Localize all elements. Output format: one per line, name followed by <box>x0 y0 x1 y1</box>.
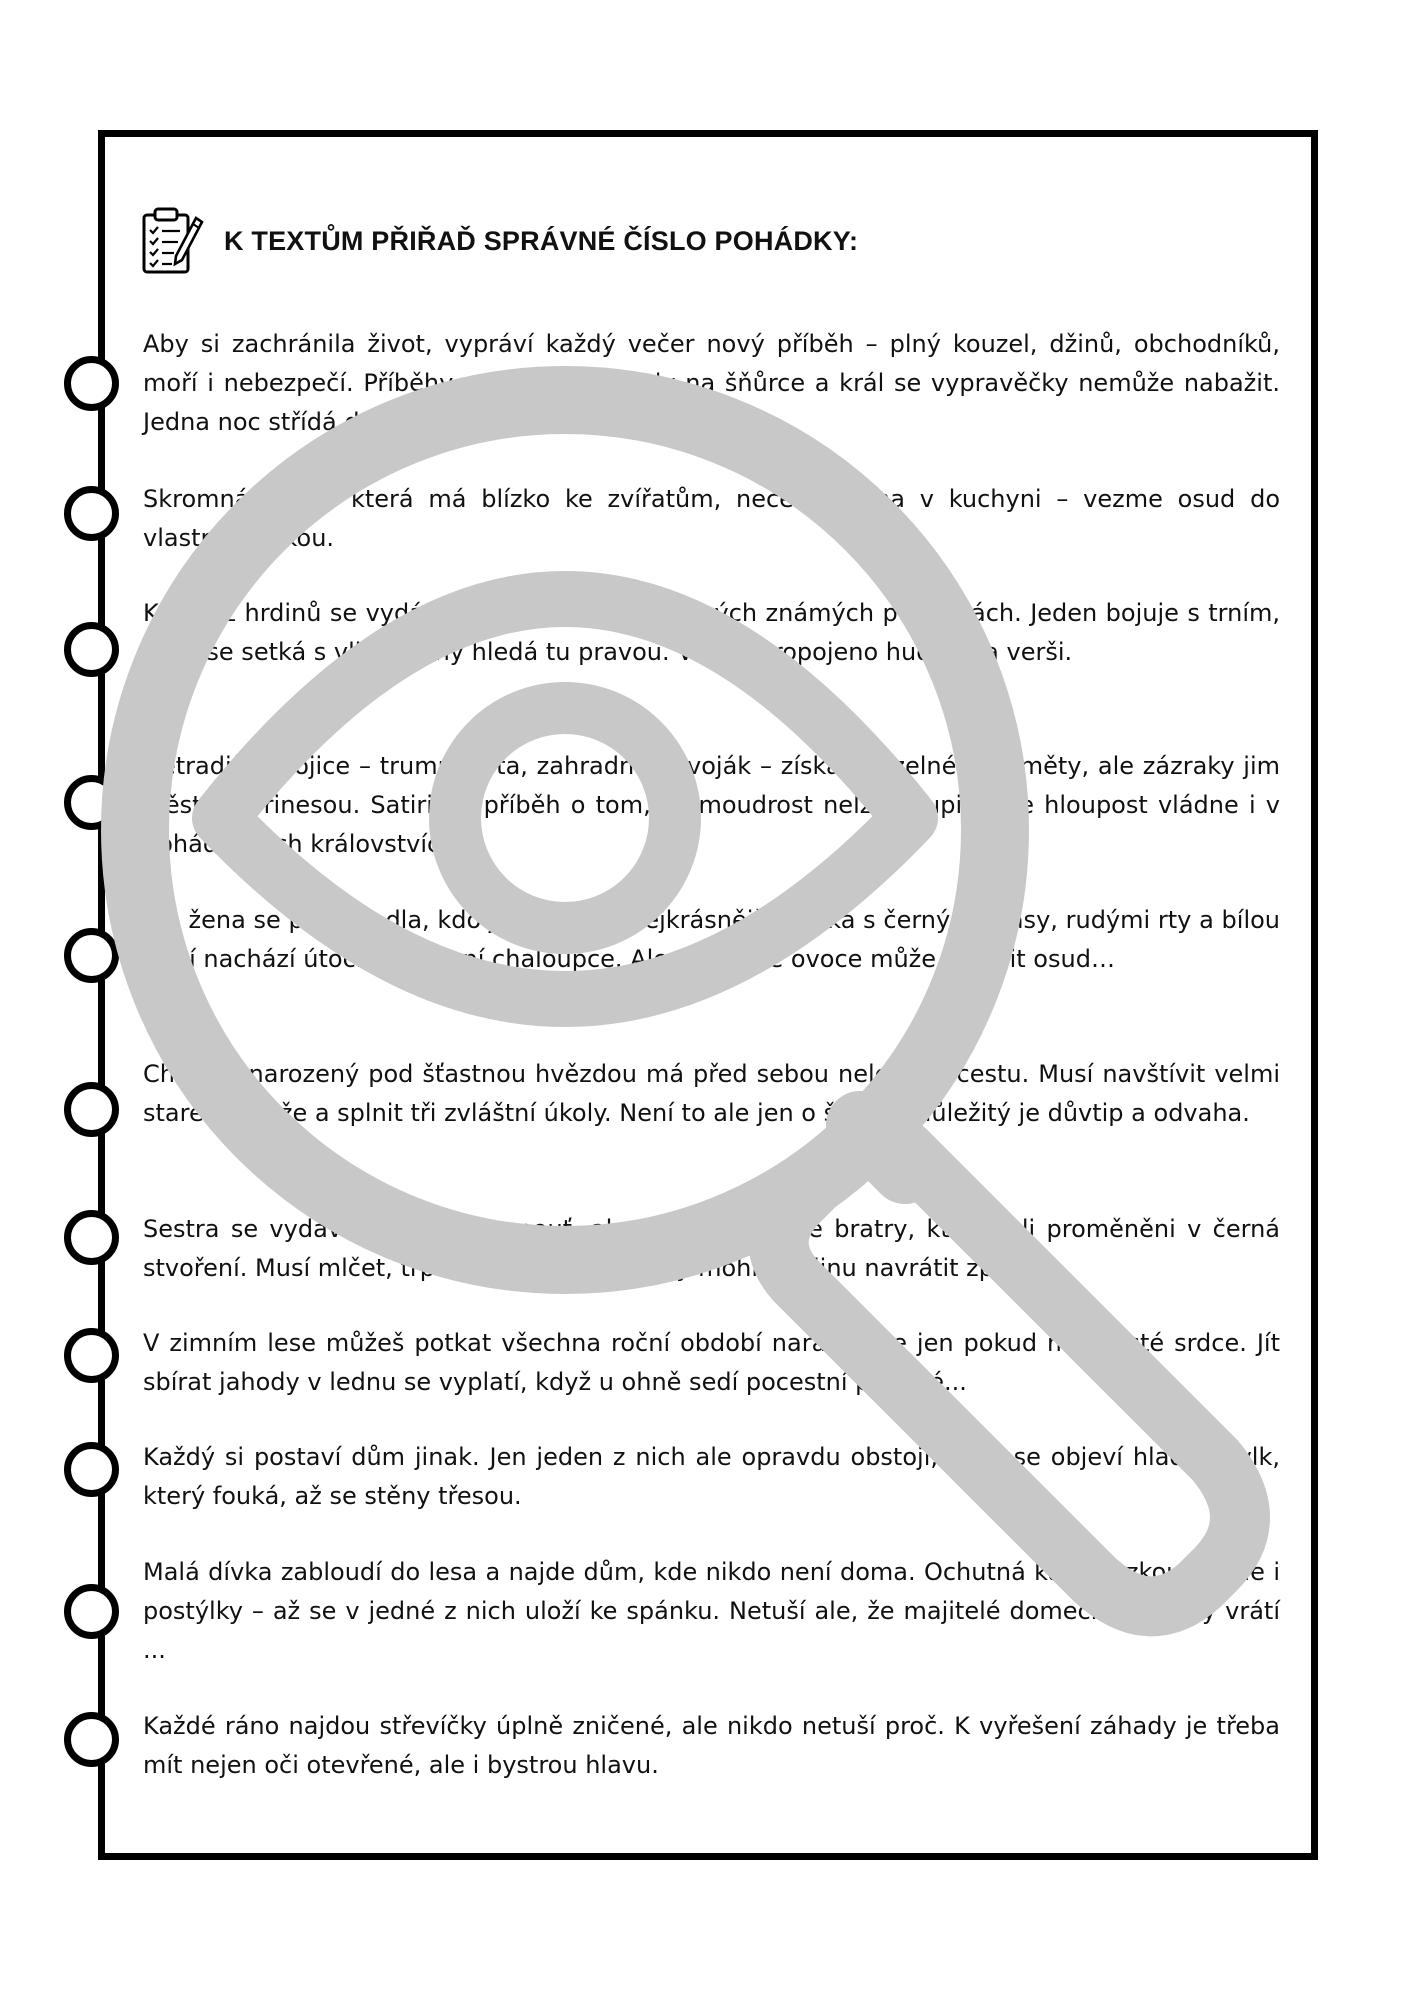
story-paragraph: V zimním lese můžeš potkat všechna roční období naráz – ale jen pokud máš čisté srdce. Jít sbírat jahody v lednu se vyplatí, když u ohně sedí pocestní pánové... <box>143 1329 1280 1396</box>
binder-ring <box>64 1712 119 1767</box>
story-paragraph: Skromná dívka, která má blízko ke zvířatům, nečeká doma v kuchyni – vezme osud do vlastních rukou. <box>143 485 1280 552</box>
story-paragraph: Malá dívka zabloudí do lesa a najde dům, kde nikdo není doma. Ochutná kaši, vyzkouší židle i postýlky – až se v jedné z nich uloží ke spánku. Netuší ale, že majitelé domečku se brzy vrátí ... <box>143 1558 1280 1664</box>
binder-ring <box>64 622 119 677</box>
worksheet-heading <box>140 206 858 276</box>
story-paragraph: Sestra se vydává na dlouhou pouť, aby zachránila své bratry, kteří byli proměněni v černá stvoření. Musí mlčet, trpět a obětovat se, aby mohla rodinu navrátit zpět. <box>143 1215 1280 1282</box>
binder-ring <box>64 486 119 541</box>
story-paragraph: Aby si zachránila život, vypráví každý večer nový příběh – plný kouzel, džinů, obchodníků, moří i nebezpečí. Příběhy se řadí jako perly na šňůrce a král se vypravěčky nemůže nabažit. Jedna noc střídá druhou… <box>143 330 1280 436</box>
binder-ring <box>64 1210 119 1265</box>
story-paragraph: Každé ráno najdou střevíčky úplně zničené, ale nikdo netuší proč. K vyřešení záhady je třeba mít nejen oči otevřené, ale i bystrou hlavu. <box>143 1712 1280 1779</box>
binder-ring <box>64 775 119 830</box>
story-paragraph: Každý si postaví dům jinak. Jen jeden z nich ale opravdu obstojí, když se objeví hladový vlk, který fouká, až se stěny třesou. <box>143 1443 1280 1510</box>
binder-ring <box>64 1584 119 1639</box>
binder-ring <box>64 1082 119 1137</box>
binder-ring <box>64 356 119 411</box>
story-paragraph: Chlapec narozený pod šťastnou hvězdou má před sebou nelehkou cestu. Musí navštívit velmi starého muže a splnit tři zvláštní úkoly. Není to ale jen o štěstí – důležitý je důvtip a odvaha. <box>143 1060 1280 1127</box>
worksheet-title: K TEXTŮM PŘIŘAĎ SPRÁVNÉ ČÍSLO POHÁDKY: <box>224 225 859 256</box>
binder-ring <box>64 1442 119 1497</box>
binder-ring <box>64 928 119 983</box>
story-paragraph: Netradiční trojice – trumpetista, zahradník a voják – získá kouzelné předměty, ale zázraky jim štěstí nepřinesou. Satirický příběh o tom, že moudrost nelze koupit a že hloupost vládne i v pohádkových královstvích. <box>143 752 1280 858</box>
clipboard-checklist-icon <box>140 206 204 276</box>
story-paragraph: Zlá žena se ptá zrcadla, kdo je na světě nejkrásnější. Dívka s černými vlasy, rudými rty a bílou pletí nachází útočiště v lesní chaloupce. Ale otrávené ovoce může změnit osud… <box>143 906 1280 973</box>
story-paragraph: Každý z hrdinů se vydává na cestu a ocitá v jiných známých pohádkách. Jeden bojuje s trním, další se setká s vlkem, jiný hledá tu pravou. Vše je propojeno hudbou a verši. <box>143 599 1280 666</box>
binder-ring <box>64 1328 119 1383</box>
